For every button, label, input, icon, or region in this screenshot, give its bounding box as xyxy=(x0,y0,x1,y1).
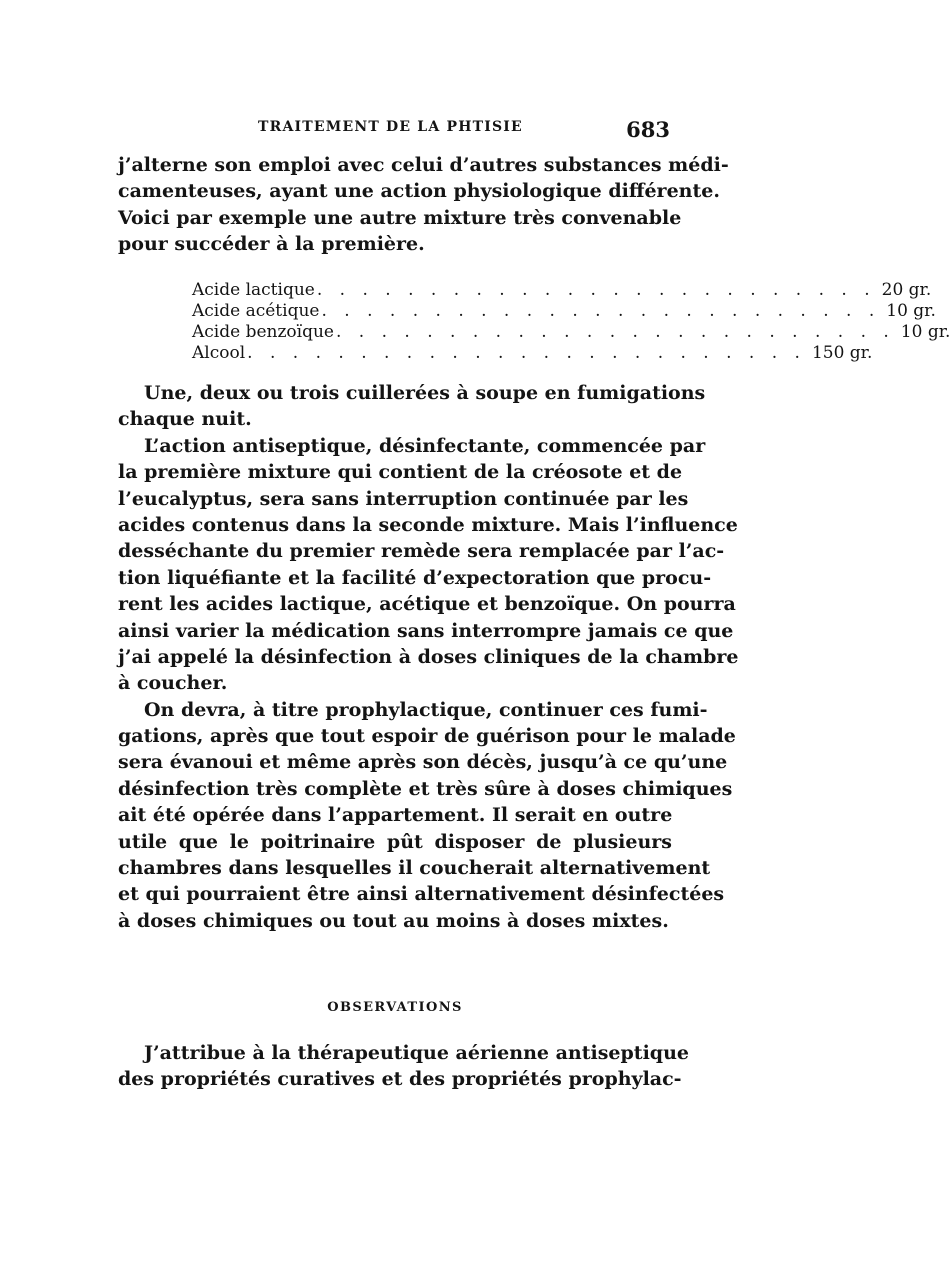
text-line: et qui pourraient être ainsi alternativement désinfectées xyxy=(118,883,725,906)
ingredient-quantity: 10 gr. xyxy=(900,322,950,342)
text-line: chaque nuit. xyxy=(118,408,252,431)
ingredient-name: Acide lactique xyxy=(192,280,315,300)
running-head xyxy=(118,117,670,141)
body-text xyxy=(118,380,739,934)
text-line: L’action antiseptique, désinfectante, commencée par xyxy=(144,434,706,457)
text-line: pour succéder à la première. xyxy=(118,233,425,256)
text-line: j’ai appelé la désinfection à doses cliniques de la chambre xyxy=(118,645,739,668)
text-line: la première mixture qui contient de la créosote et de xyxy=(118,461,683,484)
text-line: desséchante du premier remède sera remplacée par l’ac- xyxy=(118,540,725,563)
ingredient-quantity: 10 gr. xyxy=(886,301,936,321)
text-line: sera évanoui et même après son décès, jusqu’à ce qu’une xyxy=(118,751,728,774)
page-number: 683 xyxy=(626,117,670,142)
text-line: rent les acides lactique, acétique et benzoïque. On pourra xyxy=(118,593,736,616)
ingredient-quantity: 20 gr. xyxy=(881,280,932,300)
text-line: utile que le poitrinaire pût disposer de plusieurs xyxy=(118,830,672,853)
text-line: Voici par exemple une autre mixture très convenable xyxy=(118,206,682,229)
text-line: acides contenus dans la seconde mixture. Mais l’influence xyxy=(118,513,738,536)
closing-paragraph xyxy=(118,1040,689,1093)
text-line: Une, deux ou trois cuillerées à soupe en fumigations xyxy=(144,382,706,404)
recipe-row xyxy=(192,322,950,343)
text-line: des propriétés curatives et des propriétés prophylac- xyxy=(118,1068,682,1091)
recipe-row xyxy=(192,343,873,364)
ingredient-name: Acide benzoïque xyxy=(192,322,334,342)
text-line: chambres dans lesquelles il coucherait alternativement xyxy=(118,857,711,880)
text-line: l’eucalyptus, sera sans interruption continuée par les xyxy=(118,487,689,510)
recipe-row xyxy=(192,280,932,301)
leader-dots: . . . . . . . . . . . . . . . . . . . . . . . . . xyxy=(336,322,895,342)
recipe-row xyxy=(192,301,936,322)
text-line: ait été opérée dans l’appartement. Il serait en outre xyxy=(118,804,673,827)
text-line: j’alterne son emploi avec celui d’autres substances médi- xyxy=(118,154,729,176)
leader-dots: . . . . . . . . . . . . . . . . . . . . . . . . . xyxy=(316,280,876,300)
text-line: à coucher. xyxy=(118,672,228,695)
text-line: ainsi varier la médication sans interrompre jamais ce que xyxy=(118,619,734,642)
text-line: à doses chimiques ou tout au moins à doses mixtes. xyxy=(118,909,669,932)
ingredient-name: Acide acétique xyxy=(192,301,320,321)
text-line: désinfection très complète et très sûre à doses chimiques xyxy=(118,777,733,800)
intro-paragraph xyxy=(118,152,729,258)
text-line: gations, après que tout espoir de guérison pour le malade xyxy=(118,725,736,748)
recipe-list xyxy=(192,280,950,364)
ingredient-name: Alcool xyxy=(192,343,246,363)
ingredient-quantity: 150 gr. xyxy=(811,343,873,363)
leader-dots: . . . . . . . . . . . . . . . . . . . . . . . . . xyxy=(247,343,806,363)
running-title: TRAITEMENT DE LA PHTISIE xyxy=(258,119,523,135)
text-line: J’attribue à la thérapeutique aérienne antiseptique xyxy=(144,1042,689,1064)
leader-dots: . . . . . . . . . . . . . . . . . . . . . . . . . xyxy=(321,301,881,321)
section-heading: OBSERVATIONS xyxy=(327,1000,463,1015)
text-line: camenteuses, ayant une action physiologique différente. xyxy=(118,180,720,203)
text-line: tion liquéfiante et la facilité d’expectoration que procu- xyxy=(118,566,712,589)
text-line: On devra, à titre prophylactique, continuer ces fumi- xyxy=(144,698,708,721)
